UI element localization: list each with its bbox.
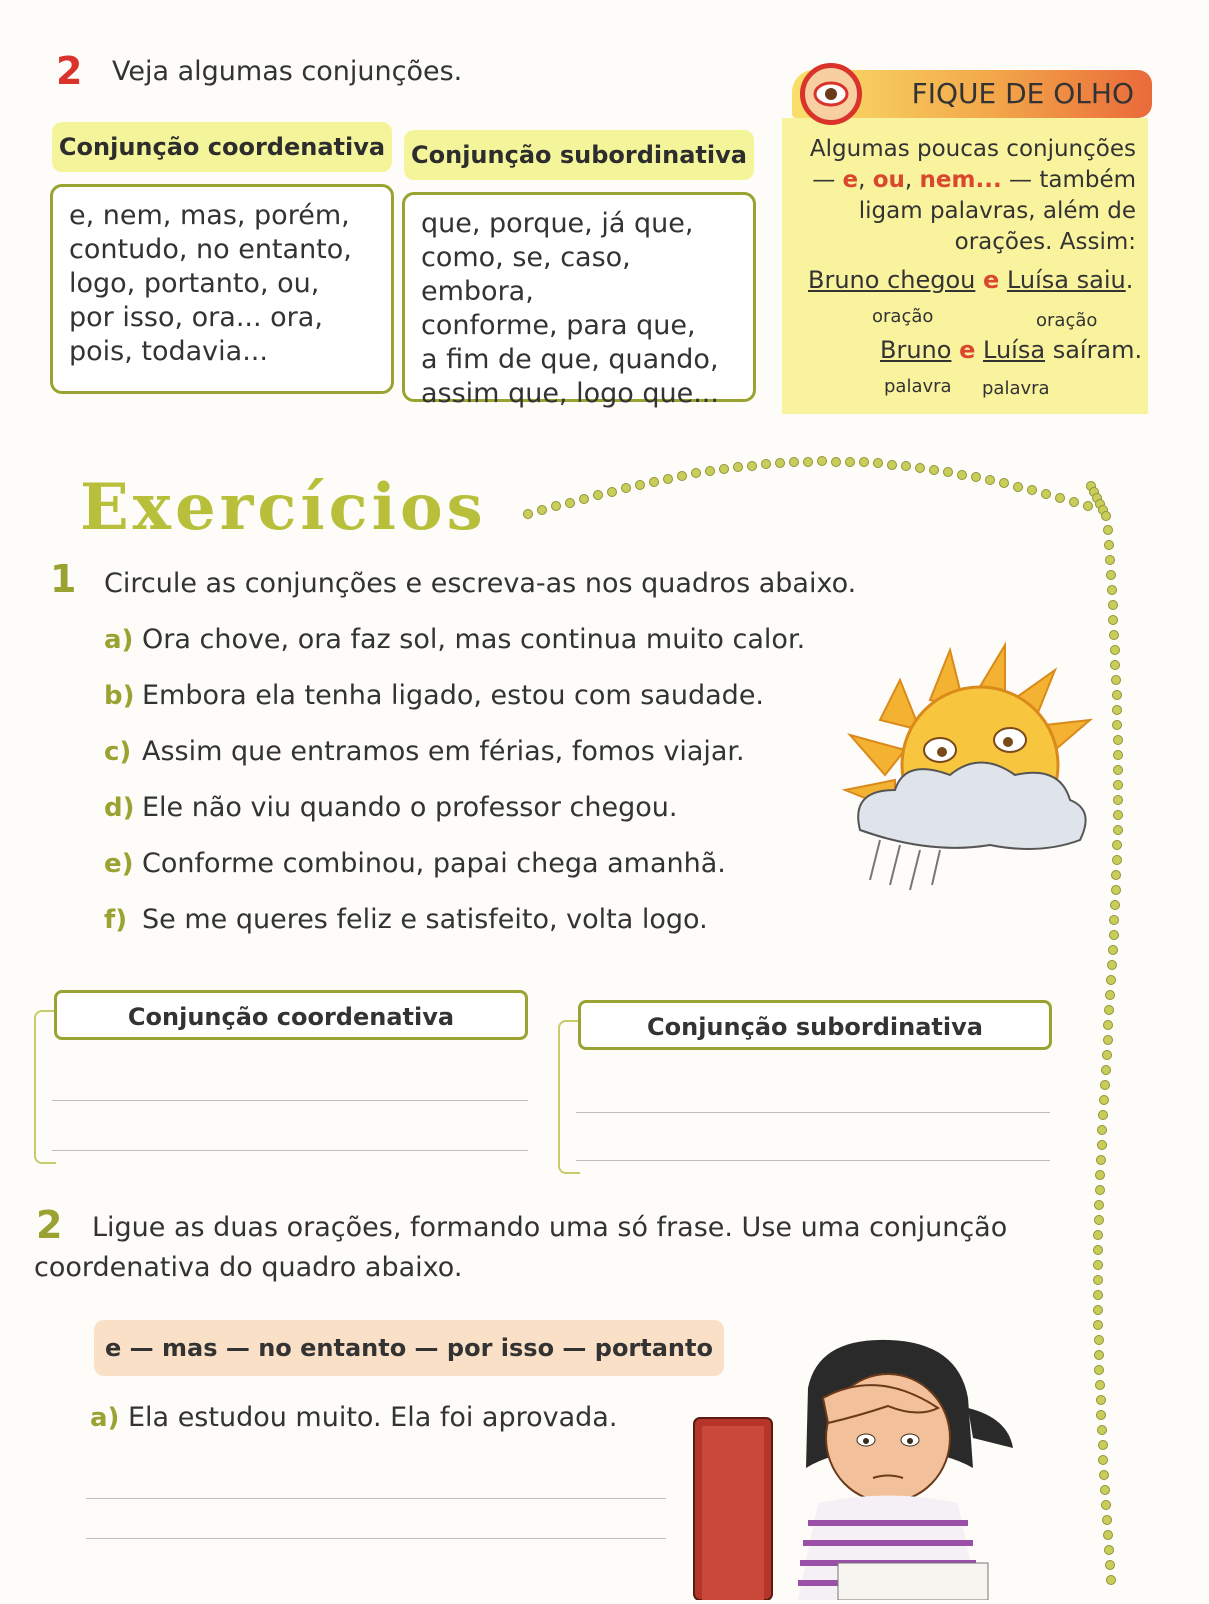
- answer-line[interactable]: [86, 1538, 666, 1539]
- decor-dot: [817, 456, 827, 466]
- decor-dot: [663, 474, 673, 484]
- decor-dot: [1101, 1500, 1111, 1510]
- decor-dot: [1102, 1050, 1112, 1060]
- answer-line[interactable]: [52, 1100, 528, 1101]
- decor-dot: [1108, 600, 1118, 610]
- decor-dot: [1098, 1110, 1108, 1120]
- example-clause: Bruno chegou: [808, 266, 976, 294]
- decor-dot: [1098, 1440, 1108, 1450]
- decor-dot: [1069, 497, 1079, 507]
- decor-dot: [747, 461, 757, 471]
- decor-dot: [1095, 1170, 1105, 1180]
- decor-dot: [1111, 885, 1121, 895]
- subord-list-box: [402, 192, 756, 409]
- decor-dot: [1093, 1290, 1103, 1300]
- decor-dot: [1093, 1260, 1103, 1270]
- decor-dot: [1096, 1410, 1106, 1420]
- coord-list-box: [50, 184, 394, 394]
- exercise-2-number: 2: [36, 1203, 63, 1247]
- decor-dot: [1097, 1425, 1107, 1435]
- decor-dot: [1089, 487, 1099, 497]
- comma: ,: [904, 167, 913, 193]
- decor-dot: [579, 494, 589, 504]
- decor-dot: [537, 505, 547, 515]
- decor-dot: [691, 468, 701, 478]
- decor-dot: [1101, 1065, 1111, 1075]
- decor-dot: [1107, 960, 1117, 970]
- decor-dot: [1093, 1230, 1103, 1240]
- decor-dot: [1112, 720, 1122, 730]
- decor-dot: [971, 472, 981, 482]
- decor-dot: [1111, 675, 1121, 685]
- exercise-1-item: [104, 680, 764, 711]
- decor-dot: [1098, 1455, 1108, 1465]
- decor-dot: [1110, 900, 1120, 910]
- example-sentence-1: [808, 266, 1133, 294]
- decor-dot: [1112, 690, 1122, 700]
- decor-dot: [1109, 930, 1119, 940]
- decor-dot: [1113, 765, 1123, 775]
- decor-dot: [1097, 1125, 1107, 1135]
- label-oracao: oração: [872, 306, 934, 327]
- fique-line: [790, 165, 1136, 196]
- conj-nem: nem...: [919, 167, 1002, 193]
- decor-dot: [1095, 1380, 1105, 1390]
- decor-dot: [887, 460, 897, 470]
- decor-dot: [1112, 705, 1122, 715]
- answer-line[interactable]: [52, 1150, 528, 1151]
- dash-tambem: — também: [1009, 167, 1136, 193]
- coord-line: por isso, ora... ora,: [69, 302, 323, 333]
- decor-dot: [1104, 1545, 1114, 1555]
- decor-dot: [1106, 570, 1116, 580]
- decor-dot: [1110, 645, 1120, 655]
- subord-header: Conjunção subordinativa: [404, 130, 754, 180]
- decor-dot: [1104, 1005, 1114, 1015]
- item-letter: b): [104, 681, 135, 711]
- decor-dot: [1041, 489, 1051, 499]
- example-clause: Luísa saiu: [1006, 266, 1126, 294]
- label-palavra: palavra: [982, 378, 1050, 399]
- decor-dot: [1096, 1155, 1106, 1165]
- conjunction-options-box: e — mas — no entanto — por isso — portanto: [94, 1320, 724, 1376]
- answer-subord-header: Conjunção subordinativa: [578, 1000, 1052, 1050]
- decor-dot: [1093, 1320, 1103, 1330]
- decor-dot: [1112, 840, 1122, 850]
- decor-dot: [1113, 780, 1123, 790]
- subord-line: conforme, para que,: [421, 310, 696, 341]
- decor-dot: [761, 459, 771, 469]
- example-verb: saíram.: [1052, 336, 1143, 364]
- decor-dot: [1109, 915, 1119, 925]
- decor-dot: [1113, 735, 1123, 745]
- fique-line: orações. Assim:: [954, 229, 1136, 255]
- decor-dot: [1093, 1245, 1103, 1255]
- example-word: Bruno: [880, 336, 952, 364]
- answer-coord-header: Conjunção coordenativa: [54, 990, 528, 1040]
- decor-dot: [1099, 1095, 1109, 1105]
- subord-line: que, porque, já que,: [421, 208, 694, 239]
- decor-dot: [1093, 1275, 1103, 1285]
- label-palavra: palavra: [884, 376, 952, 397]
- decor-dot: [803, 457, 813, 467]
- decor-dot: [1094, 1215, 1104, 1225]
- exercise-2-instruction: Ligue as duas orações, formando uma só frase. Use uma conjunção: [92, 1212, 1008, 1243]
- decor-dot: [1083, 501, 1093, 511]
- decor-dot: [1100, 1080, 1110, 1090]
- decor-dot: [1103, 1020, 1113, 1030]
- decor-dot: [957, 470, 967, 480]
- exercise-1-instruction: Circule as conjunções e escreva-as nos quadros abaixo.: [104, 568, 857, 599]
- coord-header: Conjunção coordenativa: [52, 122, 392, 172]
- decor-dot: [621, 483, 631, 493]
- answer-line[interactable]: [576, 1112, 1050, 1113]
- exercise-1-item: [104, 904, 708, 935]
- decor-dot: [1102, 1515, 1112, 1525]
- example-conj: e: [959, 336, 976, 364]
- answer-box-bracket: [558, 1020, 580, 1174]
- item-text[interactable]: Conforme combinou, papai chega amanhã.: [142, 848, 726, 879]
- decor-dot: [1105, 990, 1115, 1000]
- decor-dot: [635, 480, 645, 490]
- fique-de-olho-header: FIQUE DE OLHO: [792, 70, 1152, 118]
- decor-dot: [1108, 615, 1118, 625]
- decor-dot: [1106, 975, 1116, 985]
- item-letter: e): [104, 849, 134, 879]
- decor-dot: [1105, 555, 1115, 565]
- decor-dot: [1106, 1575, 1116, 1585]
- decor-dot: [1027, 485, 1037, 495]
- decor-dot: [929, 465, 939, 475]
- decor-dot: [1095, 1185, 1105, 1195]
- decor-dot: [1086, 481, 1096, 491]
- example-sentence-2: [880, 336, 1142, 364]
- example-word: Luísa: [983, 336, 1046, 364]
- example-conj: e: [983, 266, 1000, 294]
- decor-dot: [789, 457, 799, 467]
- subord-line: a fim de que, quando,: [421, 344, 719, 375]
- decor-dot: [1104, 540, 1114, 550]
- decor-dot: [705, 466, 715, 476]
- dash: —: [812, 167, 836, 193]
- decor-dot: [649, 477, 659, 487]
- fique-line: Algumas poucas conjunções: [809, 136, 1136, 162]
- decor-dot: [1103, 525, 1113, 535]
- decor-dot: [1093, 1305, 1103, 1315]
- item-text[interactable]: Embora ela tenha ligado, estou com saudade.: [142, 680, 765, 711]
- decor-dot: [873, 458, 883, 468]
- exercise-1-item: [104, 848, 726, 879]
- decor-dot: [1107, 585, 1117, 595]
- decor-dot: [1098, 505, 1108, 515]
- coord-line: e, nem, mas, porém,: [69, 200, 350, 231]
- decor-dot: [1095, 499, 1105, 509]
- answer-box-bracket: [34, 1010, 56, 1164]
- answer-line[interactable]: [86, 1498, 666, 1499]
- exercise-1-item: [104, 736, 745, 767]
- decor-dot: [733, 462, 743, 472]
- period: .: [1125, 266, 1134, 294]
- decor-dot: [985, 475, 995, 485]
- decor-dot: [719, 464, 729, 474]
- decor-dot: [775, 458, 785, 468]
- item-letter: a): [90, 1403, 120, 1433]
- decor-dot: [1113, 750, 1123, 760]
- decor-dot: [999, 478, 1009, 488]
- decor-dot: [1113, 825, 1123, 835]
- decor-dot: [607, 487, 617, 497]
- section-intro: Veja algumas conjunções.: [112, 56, 463, 87]
- decor-dot: [845, 457, 855, 467]
- decor-dot: [523, 509, 533, 519]
- conj-e: e: [842, 167, 859, 193]
- decor-dot: [1113, 795, 1123, 805]
- coord-line: logo, portanto, ou,: [69, 268, 320, 299]
- decor-dot: [1108, 945, 1118, 955]
- decor-dot: [1103, 1530, 1113, 1540]
- exercise-2-instruction: coordenativa do quadro abaixo.: [34, 1252, 463, 1283]
- subord-line: como, se, caso, embora,: [421, 242, 631, 307]
- decor-dot: [1094, 1335, 1104, 1345]
- exercise-1-item: [104, 624, 805, 655]
- fique-line: ligam palavras, além de: [858, 198, 1136, 224]
- decor-dot: [1110, 660, 1120, 670]
- exercicios-title: Exercícios: [80, 470, 487, 545]
- item-letter: d): [104, 793, 135, 823]
- decor-dot: [593, 490, 603, 500]
- girl-studying-illustration: [688, 1328, 1028, 1600]
- label-oracao: oração: [1036, 310, 1098, 331]
- decor-dot: [1105, 1560, 1115, 1570]
- decor-dot: [831, 457, 841, 467]
- decor-dot: [943, 467, 953, 477]
- decor-dot: [1112, 855, 1122, 865]
- decor-dot: [859, 457, 869, 467]
- decor-dot: [1101, 511, 1111, 521]
- exercise-2-item: [90, 1402, 617, 1433]
- decor-dot: [1013, 482, 1023, 492]
- decor-dot: [551, 501, 561, 511]
- decor-dot: [1097, 1140, 1107, 1150]
- fique-text: [790, 134, 1136, 258]
- decor-dot: [1055, 493, 1065, 503]
- decor-dot: [1096, 1395, 1106, 1405]
- magnifier-eye-icon: [800, 63, 862, 125]
- exercise-1-number: 1: [50, 557, 77, 601]
- decor-dot: [1109, 630, 1119, 640]
- decor-dot: [1099, 1470, 1109, 1480]
- decor-dot: [1103, 1035, 1113, 1045]
- item-letter: f): [104, 905, 128, 935]
- item-text[interactable]: Ora chove, ora faz sol, mas continua muito calor.: [142, 624, 806, 655]
- decor-dot: [565, 498, 575, 508]
- decor-dot: [1094, 1200, 1104, 1210]
- decor-dot: [1094, 1365, 1104, 1375]
- answer-line[interactable]: [576, 1160, 1050, 1161]
- subord-line: assim que, logo que...: [421, 378, 719, 409]
- exercise-1-item: [104, 792, 677, 823]
- decor-dot: [915, 463, 925, 473]
- decor-dot: [1111, 870, 1121, 880]
- section-number: 2: [56, 49, 83, 93]
- coord-line: pois, todavia...: [69, 336, 268, 367]
- comma: ,: [858, 167, 866, 193]
- sun-cloud-illustration: [840, 640, 1100, 900]
- decor-dot: [901, 461, 911, 471]
- item-text[interactable]: Assim que entramos em férias, fomos viajar.: [142, 736, 745, 767]
- decor-dot: [1100, 1485, 1110, 1495]
- decor-dot: [1092, 493, 1102, 503]
- decor-dot: [677, 471, 687, 481]
- conj-ou: ou: [872, 167, 905, 193]
- item-text: Ela estudou muito. Ela foi aprovada.: [128, 1402, 618, 1433]
- item-letter: c): [104, 737, 132, 767]
- item-text[interactable]: Se me queres feliz e satisfeito, volta logo.: [142, 904, 708, 935]
- item-letter: a): [104, 625, 134, 655]
- coord-line: contudo, no entanto,: [69, 234, 352, 265]
- decor-dot: [1094, 1350, 1104, 1360]
- item-text[interactable]: Ele não viu quando o professor chegou.: [142, 792, 678, 823]
- decor-dot: [1113, 810, 1123, 820]
